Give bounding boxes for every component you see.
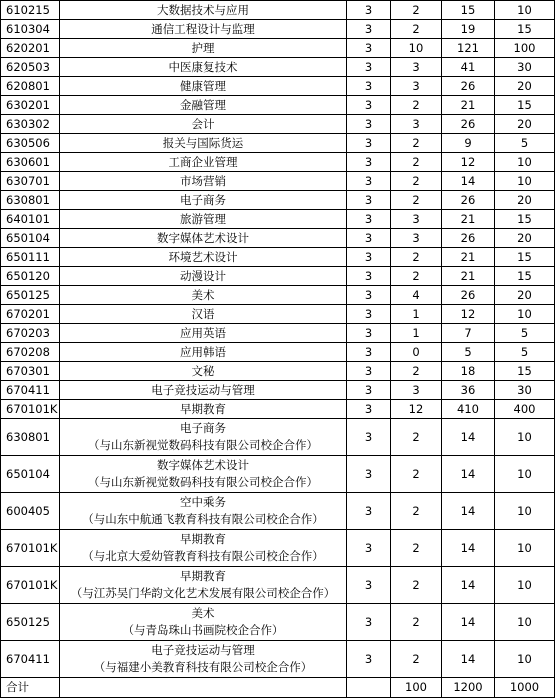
plan-b-cell: 20 [495, 115, 555, 134]
major-name-cell [60, 267, 347, 286]
major-name: 数字媒体艺术设计 [157, 230, 249, 245]
major-name: 护理 [191, 40, 215, 55]
table-row [1, 96, 555, 115]
table-row [1, 115, 555, 134]
code-cell: 670208 [1, 343, 60, 362]
table-row [1, 210, 555, 229]
major-name: 通信工程设计与监理 [151, 21, 255, 36]
table-row [1, 381, 555, 400]
plan-b-cell: 10 [495, 153, 555, 172]
total-classes-cell: 100 [391, 678, 442, 698]
major-name-cell [60, 286, 347, 305]
code-cell: 670101K [1, 400, 60, 419]
major-name-cell [60, 210, 347, 229]
years-cell: 3 [347, 324, 391, 343]
classes-cell: 3 [391, 77, 442, 96]
plan-a-cell: 21 [442, 210, 495, 229]
table-row [1, 400, 555, 419]
plan-a-cell: 15 [442, 1, 495, 20]
code-cell: 650125 [1, 604, 60, 641]
code-cell: 650120 [1, 267, 60, 286]
code-cell: 670201 [1, 305, 60, 324]
code-cell: 610304 [1, 20, 60, 39]
table-row [1, 419, 555, 456]
plan-a-cell: 14 [442, 172, 495, 191]
code-cell: 630201 [1, 96, 60, 115]
classes-cell: 2 [391, 172, 442, 191]
major-name: 中医康复技术 [168, 59, 238, 74]
code-cell: 670411 [1, 641, 60, 678]
classes-cell: 4 [391, 286, 442, 305]
table-row [1, 39, 555, 58]
code-cell: 630601 [1, 153, 60, 172]
major-name-cell [60, 400, 347, 419]
plan-b-cell: 10 [495, 641, 555, 678]
code-cell: 650125 [1, 286, 60, 305]
years-cell: 3 [347, 58, 391, 77]
plan-a-cell: 14 [442, 456, 495, 493]
plan-b-cell: 30 [495, 381, 555, 400]
years-cell: 3 [347, 39, 391, 58]
classes-cell: 2 [391, 96, 442, 115]
table-row [1, 77, 555, 96]
plan-b-cell: 10 [495, 305, 555, 324]
major-name-cell [60, 58, 347, 77]
years-cell: 3 [347, 641, 391, 678]
table-row [1, 267, 555, 286]
years-cell: 3 [347, 267, 391, 286]
major-name-cell [60, 115, 347, 134]
plan-b-cell: 15 [495, 210, 555, 229]
plan-a-cell: 14 [442, 419, 495, 456]
years-cell: 3 [347, 1, 391, 20]
years-cell: 3 [347, 456, 391, 493]
classes-cell: 2 [391, 641, 442, 678]
table-row [1, 1, 555, 20]
table-row [1, 604, 555, 641]
plan-a-cell: 14 [442, 641, 495, 678]
code-cell: 630701 [1, 172, 60, 191]
years-cell: 3 [347, 530, 391, 567]
years-cell: 3 [347, 604, 391, 641]
classes-cell: 2 [391, 248, 442, 267]
classes-cell: 3 [391, 58, 442, 77]
major-name: 早期教育 [180, 569, 226, 583]
major-name: 报关与国际货运 [162, 135, 244, 150]
plan-b-cell: 30 [495, 58, 555, 77]
years-cell: 3 [347, 210, 391, 229]
plan-a-cell: 19 [442, 20, 495, 39]
classes-cell: 2 [391, 362, 442, 381]
classes-cell: 1 [391, 305, 442, 324]
classes-cell: 2 [391, 530, 442, 567]
table-row [1, 229, 555, 248]
partner-note: （与山东新视觉数码科技有限公司校企合作） [88, 438, 318, 452]
plan-b-cell: 400 [495, 400, 555, 419]
classes-cell: 2 [391, 153, 442, 172]
table-row [1, 134, 555, 153]
years-cell: 3 [347, 153, 391, 172]
major-name-cell [60, 96, 347, 115]
years-cell: 3 [347, 248, 391, 267]
code-cell: 670101K [1, 530, 60, 567]
code-cell: 650104 [1, 229, 60, 248]
plan-a-cell: 9 [442, 134, 495, 153]
classes-cell: 2 [391, 191, 442, 210]
major-name: 电子商务 [180, 192, 226, 207]
plan-b-cell: 10 [495, 493, 555, 530]
years-cell: 3 [347, 381, 391, 400]
plan-b-cell: 10 [495, 530, 555, 567]
code-cell: 670411 [1, 381, 60, 400]
years-cell: 3 [347, 286, 391, 305]
table-body [1, 1, 555, 678]
table-row [1, 493, 555, 530]
major-name: 文秘 [191, 363, 215, 378]
total-label: 合计 [1, 678, 60, 698]
classes-cell: 2 [391, 134, 442, 153]
major-name: 健康管理 [180, 78, 226, 93]
major-name: 应用英语 [180, 325, 226, 340]
table-row [1, 456, 555, 493]
years-cell: 3 [347, 567, 391, 604]
plan-b-cell: 15 [495, 267, 555, 286]
table-row [1, 641, 555, 678]
classes-cell: 2 [391, 493, 442, 530]
major-name: 会计 [191, 116, 215, 131]
classes-cell: 3 [391, 210, 442, 229]
major-name-cell [60, 362, 347, 381]
code-cell: 670101K [1, 567, 60, 604]
total-years-cell [347, 678, 391, 698]
major-name: 工商企业管理 [168, 154, 238, 169]
code-cell: 630801 [1, 419, 60, 456]
plan-a-cell: 410 [442, 400, 495, 419]
total-a-cell: 1200 [442, 678, 495, 698]
years-cell: 3 [347, 343, 391, 362]
classes-cell: 2 [391, 1, 442, 20]
partner-note: （与山东新视觉数码科技有限公司校企合作） [88, 475, 318, 489]
major-name: 金融管理 [180, 97, 226, 112]
major-name-cell [60, 134, 347, 153]
major-name: 汉语 [191, 306, 215, 321]
major-name: 大数据技术与应用 [157, 2, 249, 17]
code-cell: 650111 [1, 248, 60, 267]
plan-b-cell: 10 [495, 567, 555, 604]
table-row [1, 362, 555, 381]
plan-a-cell: 18 [442, 362, 495, 381]
classes-cell: 3 [391, 229, 442, 248]
classes-cell: 3 [391, 115, 442, 134]
plan-b-cell: 10 [495, 456, 555, 493]
classes-cell: 2 [391, 20, 442, 39]
table-row [1, 191, 555, 210]
major-name: 应用韩语 [180, 344, 226, 359]
major-name-cell [60, 229, 347, 248]
major-name-cell [60, 1, 347, 20]
plan-a-cell: 14 [442, 530, 495, 567]
code-cell: 630302 [1, 115, 60, 134]
total-b-cell: 1000 [495, 678, 555, 698]
plan-a-cell: 26 [442, 77, 495, 96]
plan-a-cell: 121 [442, 39, 495, 58]
plan-b-cell: 20 [495, 77, 555, 96]
classes-cell: 2 [391, 604, 442, 641]
years-cell: 3 [347, 493, 391, 530]
plan-b-cell: 15 [495, 248, 555, 267]
years-cell: 3 [347, 229, 391, 248]
total-row [1, 678, 555, 698]
classes-cell: 0 [391, 343, 442, 362]
plan-a-cell: 26 [442, 229, 495, 248]
major-name-cell [60, 191, 347, 210]
code-cell: 610215 [1, 1, 60, 20]
major-name-cell [60, 343, 347, 362]
classes-cell: 10 [391, 39, 442, 58]
plan-a-cell: 21 [442, 248, 495, 267]
major-name-cell [60, 419, 347, 456]
classes-cell: 2 [391, 456, 442, 493]
plan-a-cell: 26 [442, 286, 495, 305]
plan-b-cell: 5 [495, 324, 555, 343]
years-cell: 3 [347, 115, 391, 134]
plan-a-cell: 26 [442, 115, 495, 134]
code-cell: 620201 [1, 39, 60, 58]
major-name-cell [60, 381, 347, 400]
plan-a-cell: 36 [442, 381, 495, 400]
major-name: 美术 [191, 287, 215, 302]
table-row [1, 286, 555, 305]
major-name-cell [60, 20, 347, 39]
code-cell: 640101 [1, 210, 60, 229]
table-row [1, 172, 555, 191]
years-cell: 3 [347, 77, 391, 96]
code-cell: 620801 [1, 77, 60, 96]
years-cell: 3 [347, 20, 391, 39]
partner-note: （与青岛珠山书画院校企合作） [122, 623, 284, 637]
table-row [1, 58, 555, 77]
plan-b-cell: 15 [495, 96, 555, 115]
major-name: 动漫设计 [180, 268, 226, 283]
plan-a-cell: 12 [442, 153, 495, 172]
code-cell: 670203 [1, 324, 60, 343]
plan-b-cell: 20 [495, 191, 555, 210]
code-cell: 630506 [1, 134, 60, 153]
major-name: 环境艺术设计 [168, 249, 238, 264]
plan-b-cell: 100 [495, 39, 555, 58]
table-row [1, 567, 555, 604]
major-name: 早期教育 [180, 401, 226, 416]
plan-b-cell: 5 [495, 343, 555, 362]
major-name: 旅游管理 [180, 211, 226, 226]
major-name-cell [60, 153, 347, 172]
plan-a-cell: 7 [442, 324, 495, 343]
table-row [1, 530, 555, 567]
classes-cell: 1 [391, 324, 442, 343]
years-cell: 3 [347, 172, 391, 191]
major-name: 美术 [191, 606, 215, 620]
table-row [1, 248, 555, 267]
table-row [1, 324, 555, 343]
years-cell: 3 [347, 305, 391, 324]
plan-a-cell: 5 [442, 343, 495, 362]
plan-b-cell: 10 [495, 604, 555, 641]
major-name-cell [60, 324, 347, 343]
classes-cell: 2 [391, 419, 442, 456]
plan-a-cell: 14 [442, 567, 495, 604]
plan-a-cell: 14 [442, 493, 495, 530]
total-name-cell [60, 678, 347, 698]
years-cell: 3 [347, 96, 391, 115]
years-cell: 3 [347, 362, 391, 381]
major-name-cell [60, 530, 347, 567]
major-name: 电子竞技运动与管理 [151, 382, 255, 397]
table-row [1, 343, 555, 362]
years-cell: 3 [347, 191, 391, 210]
plan-b-cell: 20 [495, 229, 555, 248]
plan-a-cell: 41 [442, 58, 495, 77]
code-cell: 630801 [1, 191, 60, 210]
plan-b-cell: 10 [495, 419, 555, 456]
partner-note: （与江苏吴门华韵文化艺术发展有限公司校企合作） [70, 586, 336, 600]
code-cell: 650104 [1, 456, 60, 493]
plan-a-cell: 12 [442, 305, 495, 324]
major-name-cell [60, 305, 347, 324]
classes-cell: 12 [391, 400, 442, 419]
plan-a-cell: 21 [442, 267, 495, 286]
partner-note: （与福建小美教育科技有限公司校企合作） [93, 660, 313, 674]
classes-cell: 3 [391, 381, 442, 400]
major-name: 电子商务 [180, 421, 226, 435]
table-row [1, 305, 555, 324]
partner-note: （与北京大爱幼管教育科技有限公司校企合作） [82, 549, 324, 563]
major-name: 市场营销 [180, 173, 226, 188]
plan-a-cell: 26 [442, 191, 495, 210]
plan-b-cell: 10 [495, 172, 555, 191]
table-row [1, 153, 555, 172]
major-name-cell [60, 77, 347, 96]
years-cell: 3 [347, 419, 391, 456]
major-name-cell [60, 493, 347, 530]
major-name-cell [60, 567, 347, 604]
code-cell: 670301 [1, 362, 60, 381]
years-cell: 3 [347, 400, 391, 419]
plan-a-cell: 14 [442, 604, 495, 641]
plan-a-cell: 21 [442, 96, 495, 115]
partner-note: （与山东中航通飞教育科技有限公司校企合作） [82, 512, 324, 526]
years-cell: 3 [347, 134, 391, 153]
major-name: 数字媒体艺术设计 [157, 458, 249, 472]
major-name: 早期教育 [180, 532, 226, 546]
major-name-cell [60, 172, 347, 191]
major-name-cell [60, 39, 347, 58]
major-name-cell [60, 604, 347, 641]
major-name-cell [60, 456, 347, 493]
classes-cell: 2 [391, 567, 442, 604]
table-row [1, 20, 555, 39]
major-name: 空中乘务 [180, 495, 226, 509]
plan-b-cell: 10 [495, 1, 555, 20]
plan-b-cell: 15 [495, 362, 555, 381]
plan-b-cell: 20 [495, 286, 555, 305]
major-name-cell [60, 641, 347, 678]
plan-b-cell: 5 [495, 134, 555, 153]
plan-b-cell: 15 [495, 20, 555, 39]
code-cell: 600405 [1, 493, 60, 530]
major-name-cell [60, 248, 347, 267]
code-cell: 620503 [1, 58, 60, 77]
classes-cell: 2 [391, 267, 442, 286]
major-name: 电子竞技运动与管理 [151, 643, 255, 657]
